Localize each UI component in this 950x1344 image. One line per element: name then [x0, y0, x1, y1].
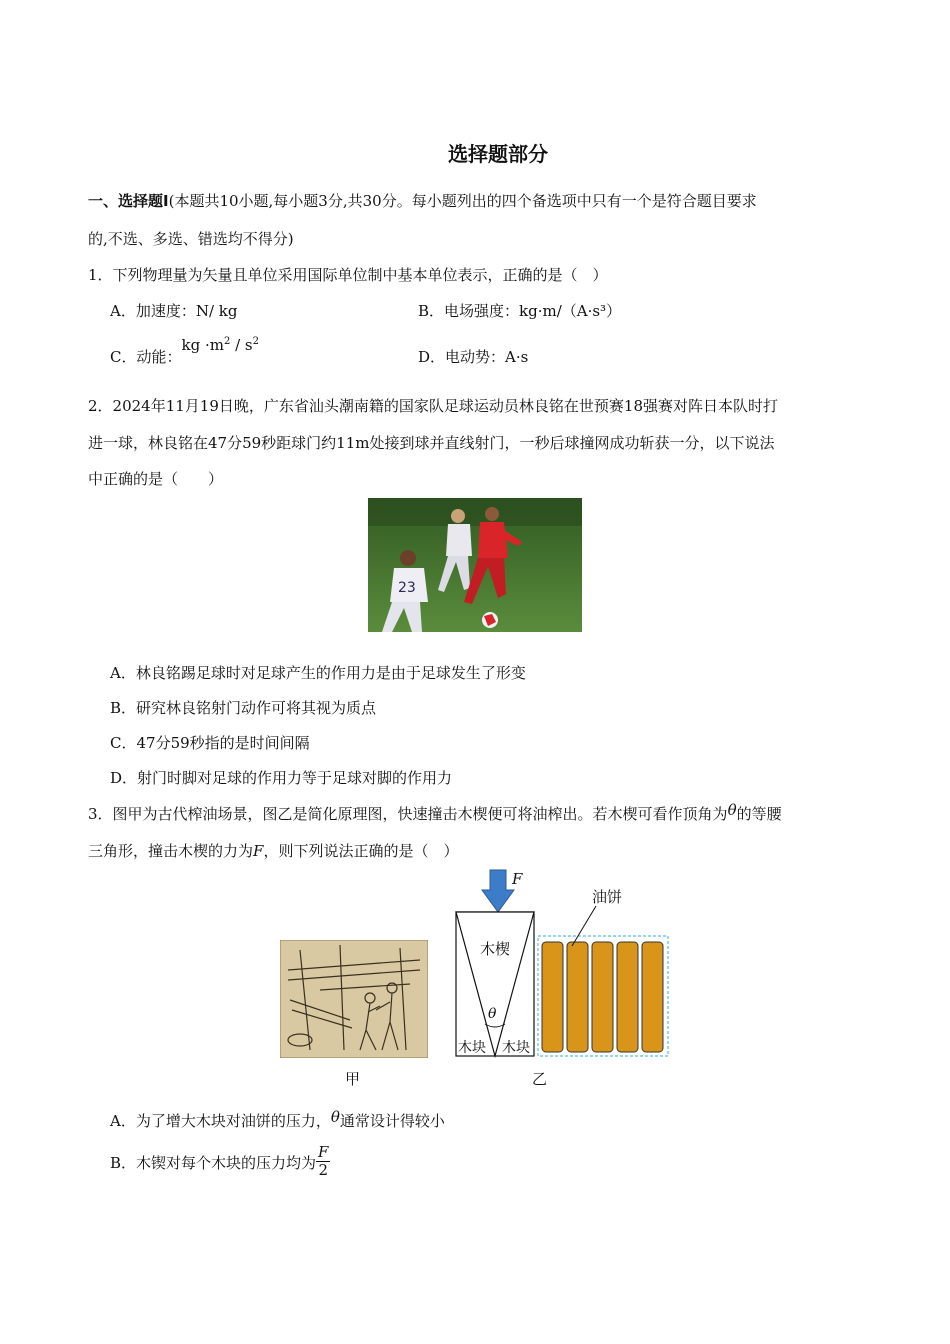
- soccer-photo: [368, 498, 582, 632]
- oil-cake-4: [617, 942, 638, 1052]
- q3-line-2-a: 三角形，撞击木楔的力为: [88, 842, 254, 860]
- q3-line-1-b: 的等腰: [736, 805, 782, 823]
- q3-option-b: [110, 1144, 330, 1179]
- oil-cake-label: 油饼: [592, 888, 623, 906]
- figure-yi-caption: 乙: [532, 1070, 548, 1088]
- section-desc-2: 的,不选、多选、错选均不得分): [88, 230, 294, 248]
- block-right-label: 木块: [502, 1040, 530, 1056]
- block-left-label: 木块: [458, 1040, 486, 1056]
- figure-jia-caption: 甲: [345, 1070, 361, 1088]
- q3-option-a-tail: 通常设计得较小: [339, 1112, 445, 1130]
- fraction-numerator: F: [318, 1143, 329, 1161]
- theta-symbol-a: θ: [330, 1108, 340, 1126]
- q2-option-b: B．研究林良铭射门动作可将其视为质点: [110, 699, 377, 717]
- section-heading-line: [88, 190, 757, 211]
- oil-cake-5: [642, 942, 663, 1052]
- q1-stem: 1．下列物理量为矢量且单位采用国际单位制中基本单位表示，正确的是（ ）: [88, 266, 608, 284]
- oil-cake-2: [567, 942, 588, 1052]
- oil-cake-1: [542, 942, 563, 1052]
- q1-option-a: A．加速度：N/ kg: [110, 302, 238, 320]
- q2-line-3: 中正确的是（ ）: [88, 470, 224, 488]
- section-desc-1: (本题共10小题,每小题3分,共30分。每小题列出的四个备选项中只有一个是符合题目要求: [168, 192, 757, 210]
- c-unit-s: / s: [230, 336, 253, 354]
- q3-line-1: [88, 803, 782, 824]
- q3-option-a-text: A．为了增大木块对油饼的压力，: [110, 1112, 331, 1130]
- theta-symbol: θ: [727, 801, 737, 819]
- q3-option-a: [110, 1110, 445, 1131]
- force-symbol: F: [253, 842, 264, 860]
- q2-line-2: 进一球，林良铭在47分59秒距球门约11m处接到球并直线射门，一秒后球撞网成功斩获一分，以下说法: [88, 434, 775, 452]
- force-arrow-icon: [482, 870, 514, 912]
- svg-text:23: 23: [398, 580, 416, 596]
- q2-option-c: C．47分59秒指的是时间间隔: [110, 734, 310, 752]
- q3-line-1-a: 3．图甲为古代榨油场景，图乙是简化原理图，快速撞击木楔便可将油榨出。若木楔可看作顶角为: [88, 805, 728, 823]
- q3-line-2: [88, 840, 458, 861]
- section-heading: 一、选择题Ⅰ: [88, 192, 169, 210]
- oil-cake-3: [592, 942, 613, 1052]
- angle-label: θ: [488, 1006, 497, 1022]
- wedge-diagram: [450, 866, 680, 1062]
- c-unit-kgm: kg ·m: [181, 336, 224, 354]
- fraction-f-over-2: [316, 1144, 330, 1179]
- q1-option-d: D．电动势：A·s: [418, 348, 529, 366]
- force-label: F: [512, 870, 523, 888]
- fraction-denominator: 2: [318, 1161, 329, 1179]
- c-exp-2: 2: [252, 336, 259, 347]
- page-title: 选择题部分: [448, 142, 548, 166]
- q1-option-b: B．电场强度：kg·m/（A·s³）: [418, 302, 622, 320]
- oil-press-drawing: [280, 940, 428, 1058]
- q2-option-a: A．林良铭踢足球时对足球产生的作用力是由于足球发生了形变: [110, 664, 526, 682]
- q1-option-c-prefix: C．动能：: [110, 348, 182, 366]
- q1-option-c-unit: [181, 336, 259, 354]
- q3-line-2-b: ，则下列说法正确的是（ ）: [263, 842, 459, 860]
- q2-line-1: 2．2024年11月19日晚，广东省汕头潮南籍的国家队足球运动员林良铭在世预赛18强赛对阵日本队时打: [88, 397, 778, 415]
- q2-option-d: D．射门时脚对足球的作用力等于足球对脚的作用力: [110, 769, 453, 787]
- wedge-label: 木楔: [480, 940, 511, 958]
- q3-option-b-text: B．木锲对每个木块的压力均为: [110, 1153, 317, 1172]
- c-exp-1: 2: [223, 336, 231, 347]
